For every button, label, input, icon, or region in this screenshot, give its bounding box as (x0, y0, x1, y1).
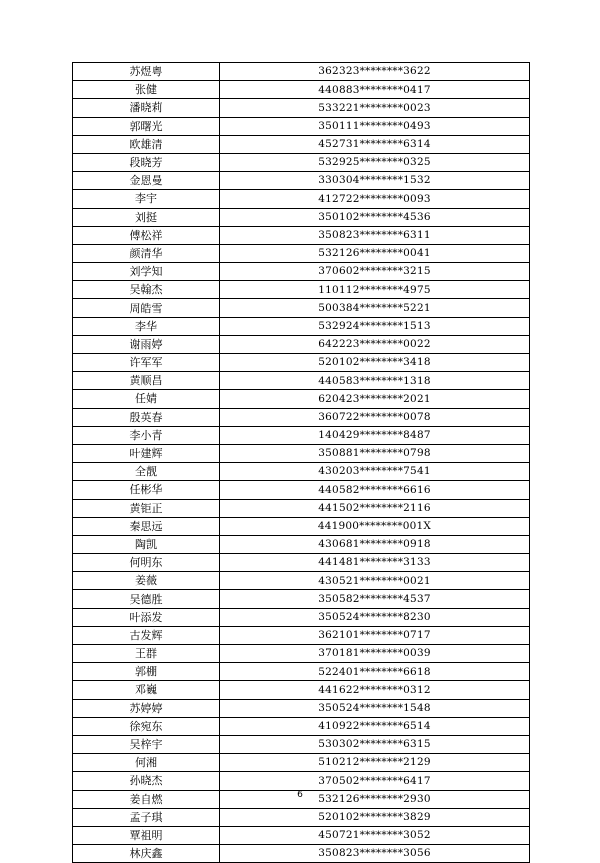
id-number-cell: 350582********4537 (220, 590, 530, 608)
name-cell: 黄钜正 (73, 499, 220, 517)
name-cell: 徐宛东 (73, 717, 220, 735)
name-cell: 任婧 (73, 390, 220, 408)
id-number-cell: 520102********3418 (220, 354, 530, 372)
name-cell: 叶添发 (73, 608, 220, 626)
id-number-cell: 410922********6514 (220, 717, 530, 735)
name-cell: 傅松祥 (73, 226, 220, 244)
table-row (73, 135, 530, 153)
id-number-cell: 441622********0312 (220, 681, 530, 699)
page-number: 6 (297, 790, 303, 800)
id-number-cell: 370181********0039 (220, 645, 530, 663)
id-number-cell: 350881********0798 (220, 444, 530, 462)
table-row (73, 444, 530, 462)
name-cell: 段晓芳 (73, 153, 220, 171)
name-cell: 林庆鑫 (73, 845, 220, 863)
table-row (73, 663, 530, 681)
id-number-cell: 110112********4975 (220, 281, 530, 299)
name-cell: 潘晓莉 (73, 99, 220, 117)
id-number-cell: 533221********0023 (220, 99, 530, 117)
table-row (73, 226, 530, 244)
name-cell: 古发辉 (73, 626, 220, 644)
name-cell: 覃祖明 (73, 826, 220, 844)
name-cell: 吴梓宇 (73, 735, 220, 753)
name-cell: 姜薇 (73, 572, 220, 590)
name-cell: 刘挺 (73, 208, 220, 226)
id-number-cell: 441900********001X (220, 517, 530, 535)
id-number-cell: 441481********3133 (220, 554, 530, 572)
table-row (73, 699, 530, 717)
id-number-cell: 522401********6618 (220, 663, 530, 681)
id-number-cell: 642223********0022 (220, 335, 530, 353)
name-cell: 李华 (73, 317, 220, 335)
id-number-cell: 350823********6311 (220, 226, 530, 244)
name-cell: 金恩曼 (73, 172, 220, 190)
id-number-cell: 532924********1513 (220, 317, 530, 335)
id-number-cell: 360722********0078 (220, 408, 530, 426)
id-number-cell: 532126********0041 (220, 244, 530, 262)
name-cell: 谢雨婷 (73, 335, 220, 353)
name-cell: 颜清华 (73, 244, 220, 262)
name-cell: 苏婷婷 (73, 699, 220, 717)
table-row (73, 517, 530, 535)
table-row (73, 754, 530, 772)
id-number-cell: 430681********0918 (220, 535, 530, 553)
name-cell: 叶建辉 (73, 444, 220, 462)
id-number-cell: 350102********4536 (220, 208, 530, 226)
table-row (73, 845, 530, 863)
roster-table (72, 62, 530, 863)
name-cell: 郭棚 (73, 663, 220, 681)
table-row (73, 481, 530, 499)
id-number-cell: 450721********3052 (220, 826, 530, 844)
name-cell: 姜自燃 (73, 790, 220, 808)
table-row (73, 99, 530, 117)
id-number-cell: 330304********1532 (220, 172, 530, 190)
table-row (73, 81, 530, 99)
id-number-cell: 362101********0717 (220, 626, 530, 644)
table-row (73, 354, 530, 372)
name-cell: 许军军 (73, 354, 220, 372)
name-cell: 张健 (73, 81, 220, 99)
table-row (73, 208, 530, 226)
name-cell: 何明东 (73, 554, 220, 572)
table-row (73, 681, 530, 699)
id-number-cell: 140429********8487 (220, 426, 530, 444)
id-number-cell: 532126********2930 (220, 790, 530, 808)
name-cell: 吴翰杰 (73, 281, 220, 299)
id-number-cell: 620423********2021 (220, 390, 530, 408)
name-cell: 殷英春 (73, 408, 220, 426)
name-cell: 孟子琪 (73, 808, 220, 826)
id-number-cell: 520102********3829 (220, 808, 530, 826)
name-cell: 何湘 (73, 754, 220, 772)
table-row (73, 408, 530, 426)
table-row (73, 717, 530, 735)
id-number-cell: 440883********0417 (220, 81, 530, 99)
id-number-cell: 532925********0325 (220, 153, 530, 171)
table-row (73, 317, 530, 335)
table-row (73, 535, 530, 553)
id-number-cell: 510212********2129 (220, 754, 530, 772)
roster-body (73, 63, 530, 863)
id-number-cell: 430521********0021 (220, 572, 530, 590)
table-row (73, 63, 530, 81)
name-cell: 黄顺昌 (73, 372, 220, 390)
table-row (73, 390, 530, 408)
id-number-cell: 362323********3622 (220, 63, 530, 81)
table-row (73, 499, 530, 517)
name-cell: 任彬华 (73, 481, 220, 499)
id-number-cell: 452731********6314 (220, 135, 530, 153)
table-row (73, 335, 530, 353)
name-cell: 孙晓杰 (73, 772, 220, 790)
table-row (73, 426, 530, 444)
id-number-cell: 440582********6616 (220, 481, 530, 499)
table-row (73, 772, 530, 790)
id-number-cell: 441502********2116 (220, 499, 530, 517)
table-row (73, 554, 530, 572)
name-cell: 吴德胜 (73, 590, 220, 608)
name-cell: 李宇 (73, 190, 220, 208)
id-number-cell: 350524********8230 (220, 608, 530, 626)
table-row (73, 299, 530, 317)
id-number-cell: 350524********1548 (220, 699, 530, 717)
table-row (73, 826, 530, 844)
id-number-cell: 530302********6315 (220, 735, 530, 753)
table-row (73, 735, 530, 753)
table-row (73, 281, 530, 299)
name-cell: 刘学知 (73, 263, 220, 281)
table-row (73, 117, 530, 135)
table-row (73, 244, 530, 262)
name-cell: 秦思远 (73, 517, 220, 535)
name-cell: 苏煜粤 (73, 63, 220, 81)
table-row (73, 808, 530, 826)
id-number-cell: 370502********6417 (220, 772, 530, 790)
id-number-cell: 412722********0093 (220, 190, 530, 208)
table-row (73, 463, 530, 481)
name-cell: 陶凯 (73, 535, 220, 553)
id-number-cell: 350823********3056 (220, 845, 530, 863)
id-number-cell: 500384********5221 (220, 299, 530, 317)
name-cell: 欧雄清 (73, 135, 220, 153)
name-cell: 全靓 (73, 463, 220, 481)
table-row (73, 263, 530, 281)
table-row (73, 153, 530, 171)
name-cell: 李小青 (73, 426, 220, 444)
table-row (73, 190, 530, 208)
table-row (73, 608, 530, 626)
id-number-cell: 430203********7541 (220, 463, 530, 481)
name-cell: 邓巍 (73, 681, 220, 699)
name-cell: 郭曙光 (73, 117, 220, 135)
id-number-cell: 370602********3215 (220, 263, 530, 281)
table-row (73, 645, 530, 663)
table-row (73, 626, 530, 644)
name-cell: 周皓雪 (73, 299, 220, 317)
table-row (73, 590, 530, 608)
id-number-cell: 440583********1318 (220, 372, 530, 390)
table-row (73, 172, 530, 190)
name-cell: 王群 (73, 645, 220, 663)
table-row (73, 572, 530, 590)
table-row (73, 372, 530, 390)
id-number-cell: 350111********0493 (220, 117, 530, 135)
